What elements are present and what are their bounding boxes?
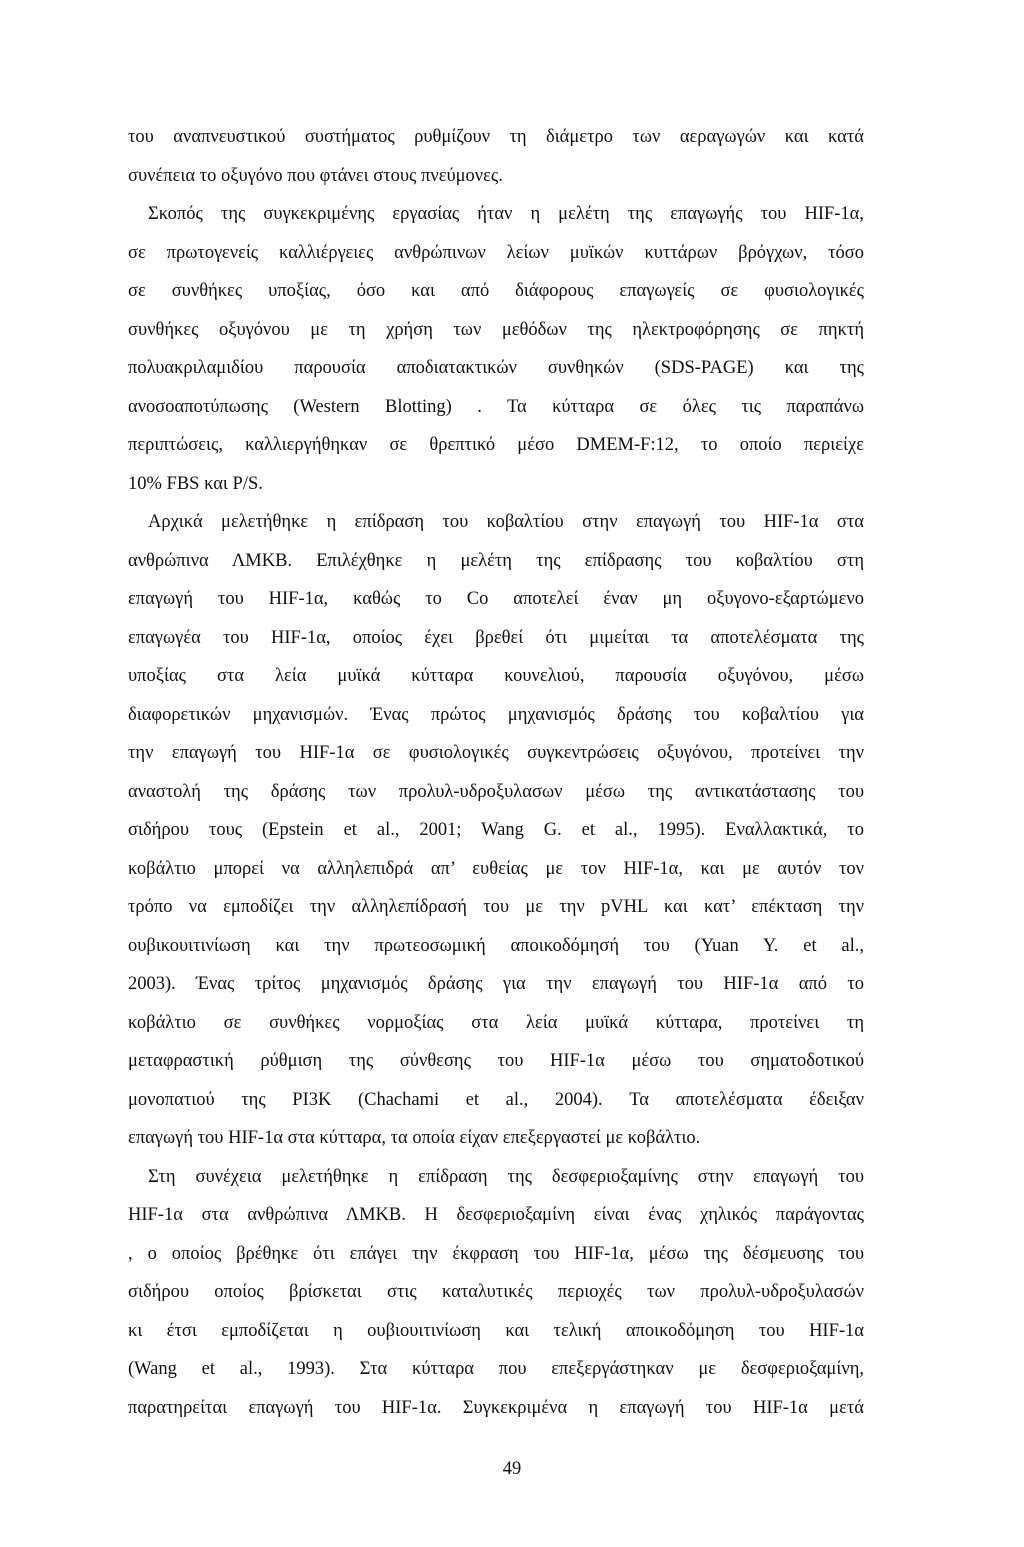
text-line: HIF-1α στα ανθρώπινα ΛΜΚΒ. Η δεσφεριοξαμίνη είναι ένας χηλικός παράγοντας (128, 1205, 864, 1225)
text-line: κι έτσι εμποδίζεται η ουβιουιτινίωση και τελική αποικοδόμηση του HIF-1α (128, 1320, 864, 1341)
text-line: περιπτώσεις, καλλιεργήθηκαν σε θρεπτικό μέσο DMEM-F:12, το οποίο περιείχε (128, 435, 864, 455)
text-line: συνθήκες οξυγόνου με τη χρήση των μεθόδων της ηλεκτροφόρησης σε πηκτή (128, 319, 864, 340)
text-line: επαγωγή του HIF-1α, καθώς το Co αποτελεί έναν μη οξυγονο-εξαρτώμενο (128, 589, 864, 609)
document-body (128, 118, 864, 1427)
text-line: σε συνθήκες υποξίας, όσο και από διάφορους επαγωγείς σε φυσιολογικές (128, 281, 864, 301)
text-line: , ο οποίος βρέθηκε ότι επάγει την έκφραση του HIF-1α, μέσω της δέσμευσης του (128, 1243, 864, 1264)
text-line: συνέπεια το οξυγόνο που φτάνει στους πνεύμονες. (128, 165, 503, 186)
text-line: την επαγωγή του HIF-1α σε φυσιολογικές συγκεντρώσεις οξυγόνου, προτείνει την (128, 743, 864, 763)
text-line: 2003). Ένας τρίτος μηχανισμός δράσης για την επαγωγή του HIF-1α από το (128, 974, 864, 994)
text-line: υποξίας στα λεία μυϊκά κύτταρα κουνελιού, παρουσία οξυγόνου, μέσω (128, 666, 864, 686)
text-line: του αναπνευστικού συστήματος ρυθμίζουν τη διάμετρο των αεραγωγών και κατά (128, 127, 864, 147)
text-line: επαγωγέα του HIF-1α, οποίος έχει βρεθεί ότι μιμείται τα αποτελέσματα της (128, 627, 864, 648)
text-line: (Wang et al., 1993). Στα κύτταρα που επεξεργάστηκαν με δεσφεριοξαμίνη, (128, 1359, 864, 1379)
text-line: ανοσοαποτύπωσης (Western Blotting) . Τα κύτταρα σε όλες τις παραπάνω (128, 396, 864, 417)
text-line: Σκοπός της συγκεκριμένης εργασίας ήταν η μελέτη της επαγωγής του HIF-1α, (148, 204, 864, 224)
text-line: ουβικουιτινίωση και την πρωτεοσωμική αποικοδόμησή του (Yuan Y. et al., (128, 935, 864, 956)
page-number: 49 (502, 1459, 522, 1479)
text-line: παρατηρείται επαγωγή του HIF-1α. Συγκεκριμένα η επαγωγή του HIF-1α μετά (128, 1397, 864, 1418)
text-line: πολυακριλαμιδίου παρουσία αποδιατακτικών συνθηκών (SDS-PAGE) και της (128, 358, 864, 378)
text-line: κοβάλτιο σε συνθήκες νορμοξίας στα λεία μυϊκά κύτταρα, προτείνει τη (128, 1012, 864, 1033)
text-line: σιδήρου οποίος βρίσκεται στις καταλυτικές περιοχές των προλυλ-υδροξυλασών (128, 1282, 864, 1302)
text-line: διαφορετικών μηχανισμών. Ένας πρώτος μηχανισμός δράσης του κοβαλτίου για (128, 704, 864, 725)
text-line: μονοπατιού της PI3K (Chachami et al., 2004). Τα αποτελέσματα έδειξαν (128, 1089, 864, 1110)
text-line: κοβάλτιο μπορεί να αλληλεπιδρά απ’ ευθείας με τον HIF-1α, και με αυτόν τον (128, 858, 864, 879)
text-line: 10% FBS και P/S. (128, 473, 263, 494)
text-line: σιδήρου τους (Epstein et al., 2001; Wang G. et al., 1995). Εναλλακτικά, το (128, 820, 864, 840)
text-line: Στη συνέχεια μελετήθηκε η επίδραση της δεσφεριοξαμίνης στην επαγωγή του (148, 1166, 864, 1187)
text-line: επαγωγή του HIF-1α στα κύτταρα, τα οποία είχαν επεξεργαστεί με κοβάλτιο. (128, 1128, 701, 1148)
text-line: μεταφραστική ρύθμιση της σύνθεσης του HIF-1α μέσω του σηματοδοτικού (128, 1051, 864, 1071)
text-line: ανθρώπινα ΛΜΚΒ. Επιλέχθηκε η μελέτη της επίδρασης του κοβαλτίου στη (128, 550, 864, 571)
text-line: σε πρωτογενείς καλλιέργειες ανθρώπινων λείων μυϊκών κυττάρων βρόγχων, τόσο (128, 242, 864, 263)
text-line: αναστολή της δράσης των προλυλ-υδροξυλασων μέσω της αντικατάστασης του (128, 781, 864, 802)
text-line: τρόπο να εμποδίζει την αλληλεπίδρασή του με την pVHL και κατ’ επέκταση την (128, 897, 864, 917)
text-line: Αρχικά μελετήθηκε η επίδραση του κοβαλτίου στην επαγωγή του HIF-1α στα (148, 512, 864, 532)
